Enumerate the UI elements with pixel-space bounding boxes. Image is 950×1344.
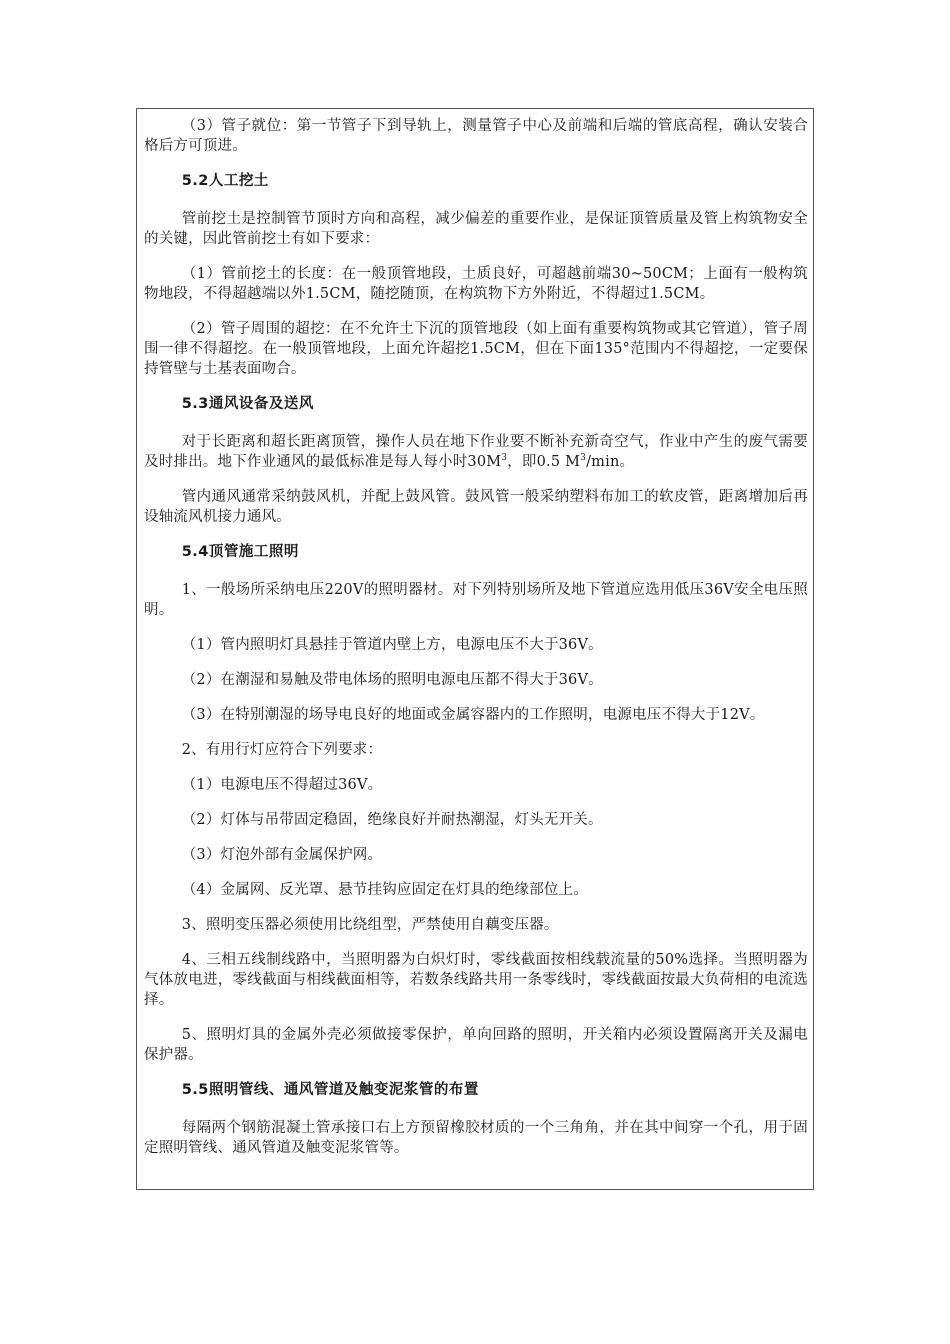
superscript: 3: [501, 453, 508, 464]
section-5-2-item-1: （1）管前挖土的长度：在一般顶管地段，土质良好，可超越前端30~50CM；上面有一般构筑物地段，不得超越端以外1.5CM，随挖随顶，在构筑物下方外附近，不得超过1.5CM。: [144, 266, 808, 302]
section-5-5-title: 5.5照明管线、通风管道及触变泥浆管的布置: [181, 1082, 479, 1098]
section-5-4-p2-item-3: （3）灯泡外部有金属保护网。: [181, 847, 383, 863]
intro-item: （3）管子就位：第一节管子下到导轨上，测量管子中心及前端和后端的管底高程，确认安装合格后方可顶进。: [144, 118, 808, 154]
section-5-4-p1-item-1: （1）管内照明灯具悬挂于管道内壁上方，电源电压不大于36V。: [181, 637, 603, 653]
document-body: [144, 116, 808, 1173]
section-5-4-title: 5.4顶管施工照明: [181, 544, 299, 560]
superscript: 3: [580, 453, 587, 464]
section-5-4-para-1: 1、一般场所采纳电压220V的照明器材。对下列特别场所及地下管道应选用低压36V安全电压照明。: [144, 582, 808, 618]
section-5-4-p2-item-1: （1）电源电压不得超过36V。: [181, 777, 383, 793]
section-5-4-p2-item-4: （4）金属网、反光罩、悬节挂钩应固定在灯具的绝缘部位上。: [181, 882, 589, 898]
text-run: /min。: [586, 454, 635, 470]
section-5-4-para-5: 5、照明灯具的金属外壳必须做接零保护，单向回路的照明，开关箱内必须设置隔离开关及漏电保护器。: [144, 1027, 808, 1063]
text-run: ，即0.5 M: [507, 454, 581, 470]
section-5-2-para-1: 管前挖土是控制管节顶时方向和高程，减少偏差的重要作业，是保证顶管质量及管上构筑物安全的关键，因此管前挖土有如下要求：: [144, 211, 808, 247]
section-5-3-title: 5.3通风设备及送风: [181, 396, 314, 412]
section-5-4-p2-item-2: （2）灯体与吊带固定稳固，绝缘良好并耐热潮湿，灯头无开关。: [181, 812, 603, 828]
section-5-4-para-4: 4、三相五线制线路中，当照明器为白炽灯时，零线截面按相线载流量的50%选择。当照明器为气体放电进，零线截面与相线截面相等，若数条线路共用一条零线时，零线截面按最大负荷相的电流选择。: [144, 952, 808, 1008]
section-5-4-para-3: 3、照明变压器必须使用比绕组型，严禁使用自藕变压器。: [181, 917, 559, 933]
section-5-4-para-2: 2、有用行灯应符合下列要求：: [181, 742, 383, 758]
section-5-3-para-2: 管内通风通常采纳鼓风机，并配上鼓风管。鼓风管一般采纳塑料布加工的软皮管，距离增加后再设轴流风机接力通风。: [144, 489, 808, 525]
section-5-4-p1-item-3: （3）在特别潮湿的场导电良好的地面或金属容器内的工作照明，电源电压不得大于12V。: [181, 707, 765, 723]
section-5-4-p1-item-2: （2）在潮湿和易触及带电体场的照明电源电压都不得大于36V。: [181, 672, 603, 688]
section-5-2-item-2: （2）管子周围的超挖：在不允许土下沉的顶管地段（如上面有重要构筑物或其它管道），管子周围一律不得超挖。在一般顶管地段，上面允许超挖1.5CM，但在下面135°范围内不得超挖，一定要保持管壁与土基表面吻合。: [144, 321, 808, 377]
section-5-3-para-1: [144, 432, 808, 472]
section-5-2-title: 5.2人工挖土: [181, 173, 269, 189]
text-run: 对于长距离和超长距离顶管，操作人员在地下作业要不断补充新奇空气，作业中产生的废气需要及时排出。地下作业通风的最低标准是每人每小时30M: [144, 434, 808, 470]
section-5-5-para-1: 每隔两个钢筋混凝土管承接口右上方预留橡胶材质的一个三角角，并在其中间穿一个孔，用于固定照明管线、通风管道及触变泥浆管等。: [144, 1120, 808, 1156]
